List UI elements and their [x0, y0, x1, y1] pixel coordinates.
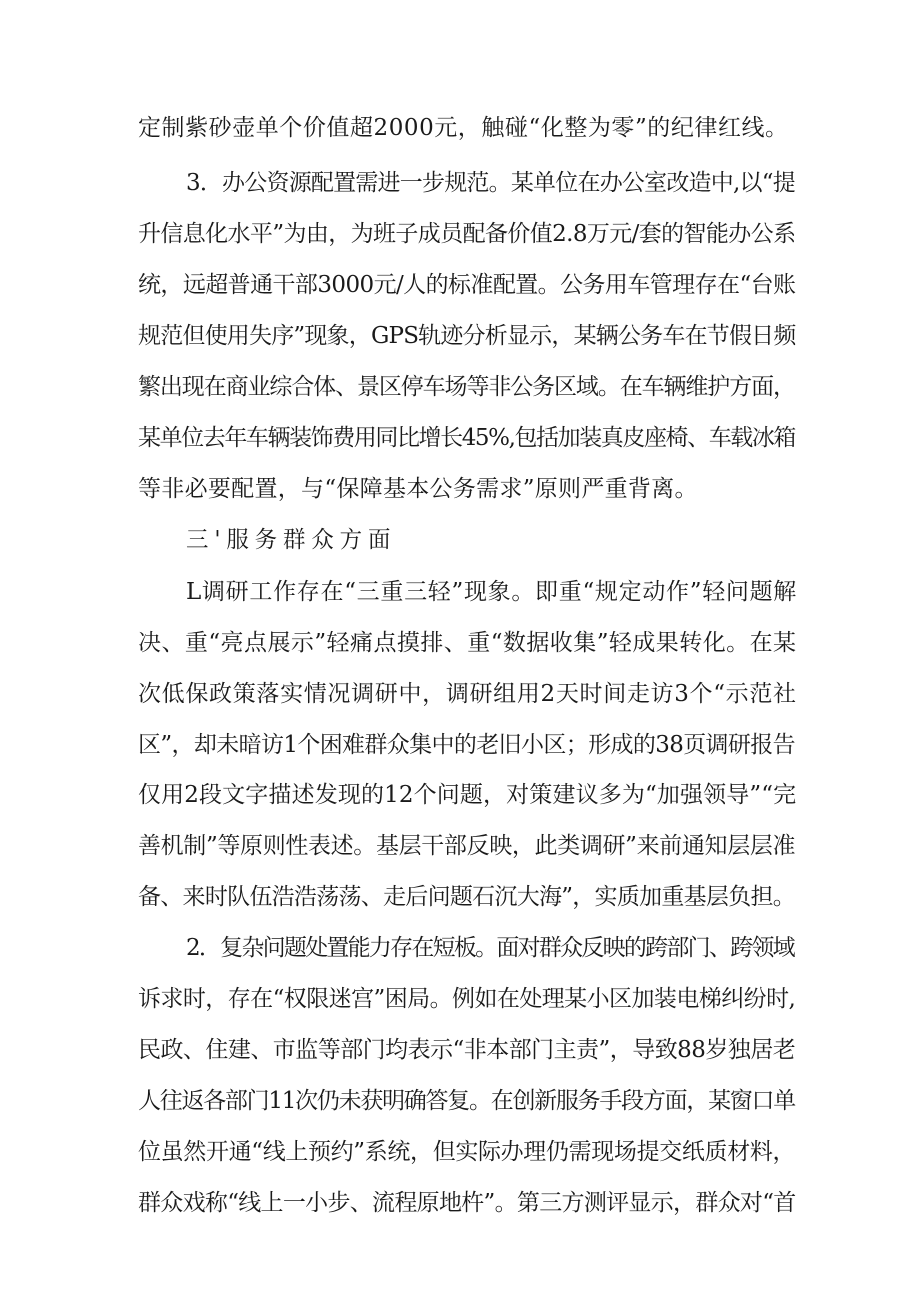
- text-line: 统，远超普通干部3000元/人的标准配置。公务用车管理存在“台账: [138, 272, 796, 298]
- text-line: 备、来时队伍浩浩荡荡、走后问题石沉大海”，实质加重基层负担。: [138, 884, 796, 910]
- text-line: 3．办公资源配置需进一步规范。某单位在办公室改造中,以“提: [186, 170, 795, 196]
- text-line: 2．复杂问题处置能力存在短板。面对群众反映的跨部门、跨领域: [186, 935, 794, 961]
- text-line: 次低保政策落实情况调研中，调研组用2天时间走访3个“示范社: [138, 681, 797, 707]
- text-line: 升信息化水平”为由，为班子成员配备价值2.8万元/套的智能办公系: [138, 221, 796, 247]
- text-line: L调研工作存在“三重三轻”现象。即重“规定动作”轻问题解: [186, 579, 798, 605]
- text-line: 诉求时，存在“权限迷宫”困局。例如在处理某小区加装电梯纠纷时,: [138, 986, 796, 1012]
- section-heading: 三'服务群众方面: [186, 527, 397, 553]
- text-line: 善机制”等原则性表述。基层干部反映，此类调研”来前通知层层准: [138, 833, 796, 859]
- text-line: 人往返各部门11次仍未获明确答复。在创新服务手段方面，某窗口单: [138, 1088, 796, 1114]
- text-line: 某单位去年车辆装饰费用同比增长45%,包括加装真皮座椅、车载冰箱: [138, 425, 796, 451]
- text-line: 决、重“亮点展示”轻痛点摸排、重“数据收集”轻成果转化。在某: [138, 630, 797, 656]
- text-line: 仅用2段文字描述发现的12个问题，对策建议多为“加强领导”“完: [138, 782, 797, 808]
- text-line: 定制紫砂壶单个价值超2000元，触碰“化整为零”的纪律红线。: [138, 115, 789, 141]
- text-line: 民政、住建、市监等部门均表示“非本部门主责”，导致88岁独居老: [138, 1037, 796, 1063]
- text-line: 位虽然开通“线上预约”系统，但实际办理仍需现场提交纸质材料，: [138, 1139, 796, 1165]
- text-line: 区”，却未暗访1个困难群众集中的老旧小区；形成的38页调研报告: [138, 732, 796, 758]
- text-line: 等非必要配置，与“保障基本公务需求”原则严重背离。: [138, 476, 698, 502]
- text-line: 规范但使用失序”现象，GPS轨迹分析显示，某辆公务车在节假日频: [138, 323, 796, 349]
- text-line: 群众戏称“线上一小步、流程原地杵”。第三方测评显示，群众对“首: [138, 1190, 796, 1216]
- text-line: 繁出现在商业综合体、景区停车场等非公务区域。在车辆维护方面，: [138, 374, 795, 400]
